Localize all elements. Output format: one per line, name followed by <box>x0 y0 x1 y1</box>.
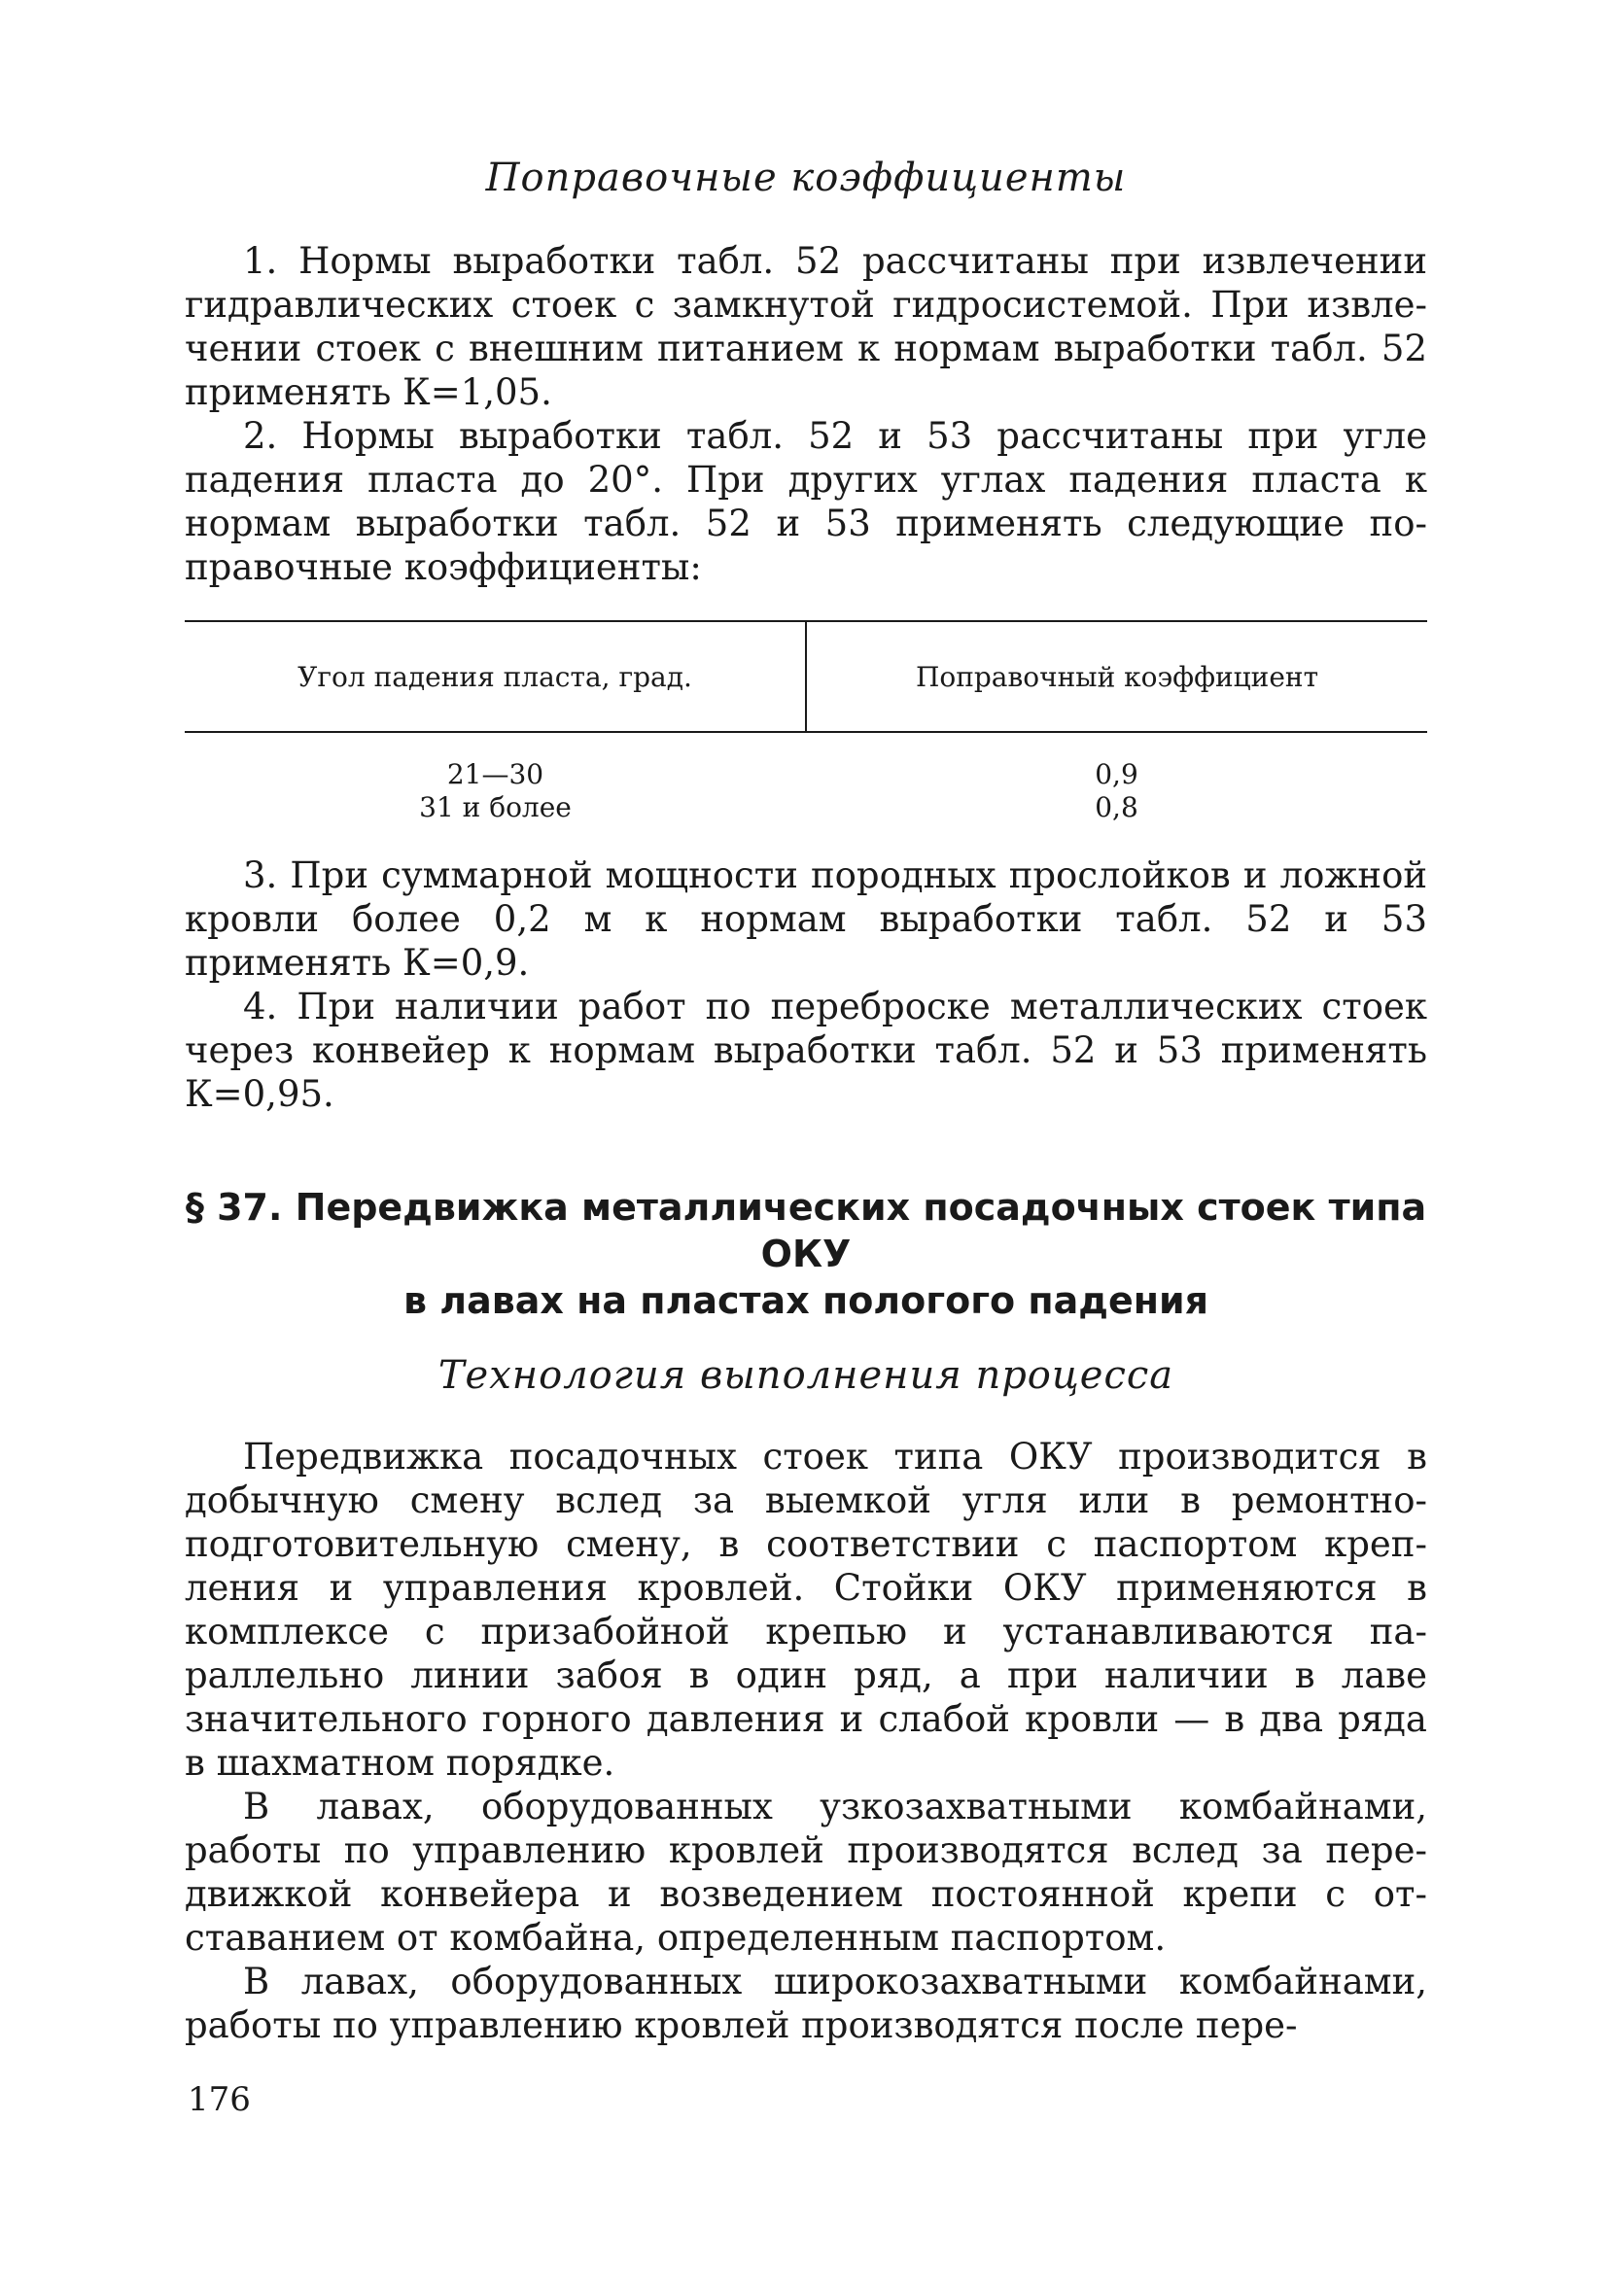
angle-cell: 21—30 <box>446 758 544 790</box>
section-title <box>185 1184 1427 1324</box>
correction-item-4: 4. При наличии работ по переброске металлических стоек через конвейер к нормам выработки табл. 52 и 53 применять К=0,95. <box>185 986 1427 1115</box>
correction-item-3: 3. При суммарной мощности породных прослойков и ложной кровли более 0,2 м к нормам выработки табл. 52 и 53 применять К=0,9. <box>185 854 1427 984</box>
table-row <box>185 732 1427 791</box>
section-paragraph-1: Передвижка посадочных стоек типа ОКУ производится в добычную смену вслед за выемкой угля или в ремонтно-подготовительную смену, в соответствии с паспортом крепления и управления кровлей. Стойки ОКУ применяются в комплексе с призабойной крепью и устанавливаются параллельно линии забоя в один ряд, а при наличии в лаве значительного горного давления и слабой кровли — в два ряда в шахматном порядке. <box>185 1436 1427 1784</box>
corrections-heading: Поправочные коэффициенты <box>485 156 1127 200</box>
correction-table <box>185 620 1427 824</box>
coef-cell: 0,9 <box>1095 758 1138 790</box>
angle-cell: 31 и более <box>419 791 572 823</box>
page-content <box>185 156 1427 2047</box>
section-paragraph-3: В лавах, оборудованных широкозахватными комбайнами, работы по управлению кровлей производятся после пере- <box>185 1961 1427 2046</box>
section-title-line-2: в лавах на пластах пологого падения <box>402 1279 1209 1322</box>
page-number: 176 <box>188 2080 251 2119</box>
section-paragraph-2: В лавах, оборудованных узкозахватными комбайнами, работы по управлению кровлей производятся вслед за передвижкой конвейера и возведением постоянной крепи с отставанием от комбайна, определенным паспортом. <box>185 1786 1427 1959</box>
section-title-line-1: § 37. Передвижка металлических посадочных стоек типа ОКУ <box>185 1186 1427 1275</box>
correction-item-2: 2. Нормы выработки табл. 52 и 53 рассчитаны при угле падения пласта до 20°. При других углах падения пласта к нормам выработки табл. 52 и 53 применять следующие поправочные коэффициенты: <box>185 415 1427 588</box>
correction-item-1: 1. Нормы выработки табл. 52 рассчитаны при извлечении гидравлических стоек с замкнутой гидросистемой. При извлечении стоек с внешним питанием к нормам выработки табл. 52 применять К=1,05. <box>185 240 1427 413</box>
coef-cell: 0,8 <box>1095 791 1138 823</box>
col-coef-header: Поправочный коэффициент <box>806 621 1427 732</box>
section-subheading: Технология выполнения процесса <box>437 1353 1174 1398</box>
table-row <box>185 791 1427 824</box>
col-angle-header: Угол падения пласта, град. <box>185 621 806 732</box>
